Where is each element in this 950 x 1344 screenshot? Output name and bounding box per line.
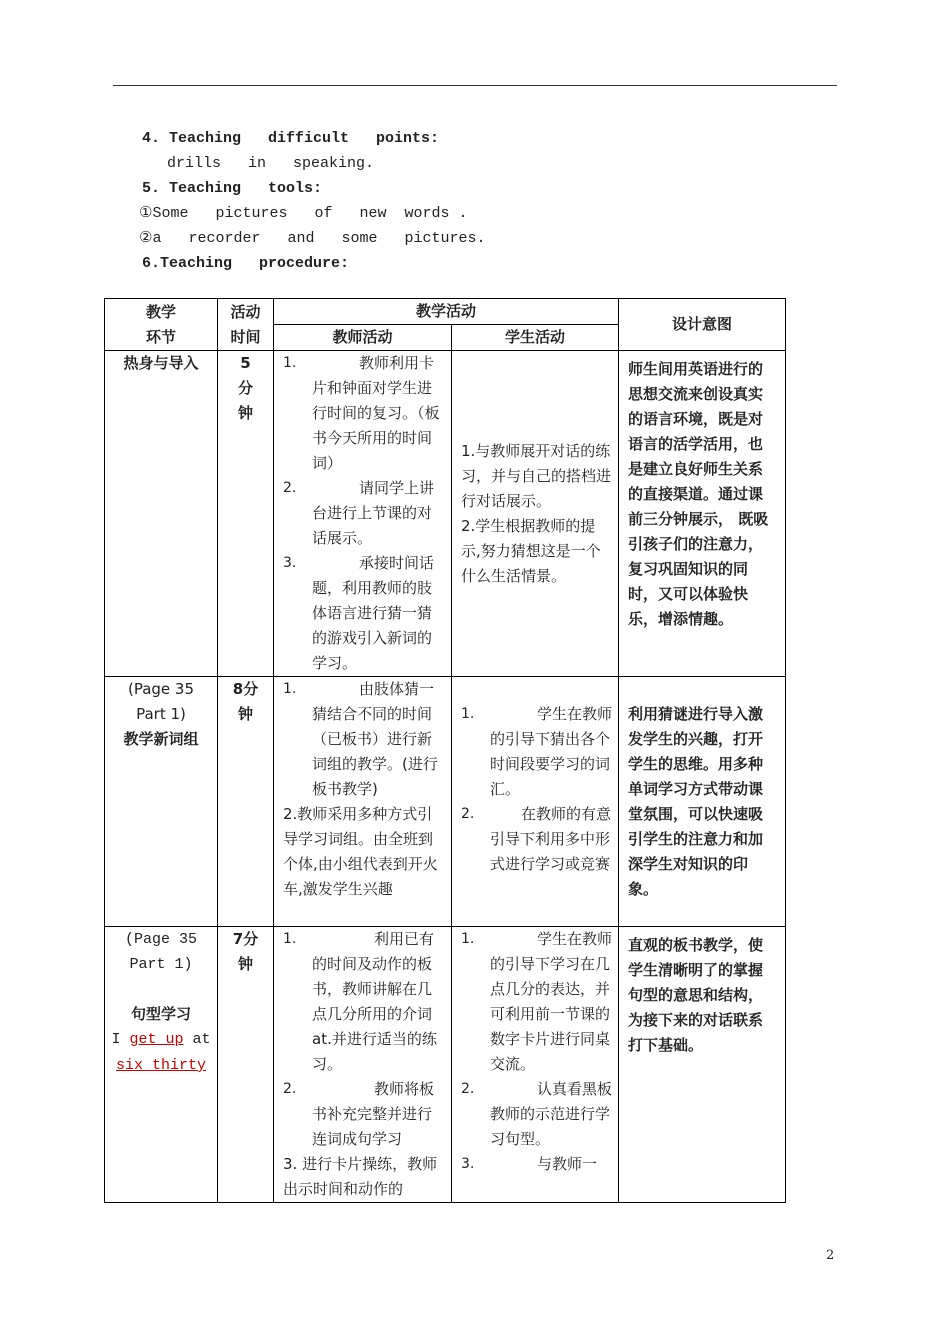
header-stage: 教学 环节 xyxy=(105,299,218,351)
stage-cell: 热身与导入 xyxy=(105,351,218,677)
stage-cell: (Page 35 Part 1) 教学新词组 xyxy=(105,677,218,927)
table-row xyxy=(105,927,786,1203)
header-design: 设计意图 xyxy=(619,299,786,351)
header-teacher: 教师活动 xyxy=(274,325,452,351)
tools-item-1: ①Some pictures of new words . xyxy=(139,205,468,222)
student-cell xyxy=(452,677,619,927)
highlight-time: six thirty xyxy=(115,1057,206,1074)
procedure-table xyxy=(104,298,786,1203)
tools-item-2: ②a recorder and some pictures. xyxy=(139,230,486,247)
time-cell: 8分 钟 xyxy=(218,677,274,927)
design-cell: 直观的板书教学，使学生清晰明了的掌握句型的意思和结构，为接下来的对话联系打下基础。 xyxy=(619,927,786,1203)
time-cell: 5 分 钟 xyxy=(218,351,274,677)
teacher-cell xyxy=(274,677,452,927)
stage-cell: (Page 35 Part 1) 句型学习 I get up at six thirty xyxy=(105,927,218,1203)
header-activities: 教学活动 xyxy=(274,299,619,325)
teacher-cell xyxy=(274,351,452,677)
design-cell: 利用猜谜进行导入激发学生的兴趣，打开学生的思维。用多种单词学习方式带动课堂氛围，可以快速吸引学生的注意力和加深学生对知识的印象。 xyxy=(619,677,786,927)
time-cell: 7分 钟 xyxy=(218,927,274,1203)
list-item: 2. 教师将板书补充完整并进行连词成句学习 xyxy=(283,1080,435,1148)
list-item: 2. 认真看黑板教师的示范进行学习句型。 xyxy=(461,1080,613,1148)
design-cell: 师生间用英语进行的思想交流来创设真实的语言环境，既是对语言的活学活用，也是建立良好师生关系的直接渠道。通过课前三分钟展示， 既吸引孩子们的注意力，复习巩固知识的同时，又可以体验快乐，增添情趣。 xyxy=(619,351,786,677)
student-cell: 1.与教师展开对话的练习，并与自己的搭档进行对话展示。 2.学生根据教师的提示,努力猜想这是一个什么生活情景。 xyxy=(452,351,619,677)
header-rule xyxy=(113,85,837,86)
header-time: 活动 时间 xyxy=(218,299,274,351)
tools-heading: 5. Teaching tools: xyxy=(142,180,323,197)
list-item: 1. 学生在教师的引导下猜出各个时间段要学习的词汇。 xyxy=(461,705,613,798)
list-item: 3. 承接时间话题，利用教师的肢体语言进行猜一猜的游戏引入新词的学习。 xyxy=(283,554,435,672)
list-item: 2. 在教师的有意引导下利用多中形式进行学习或竞赛 xyxy=(461,805,612,873)
intro-section xyxy=(139,126,486,276)
page-number: 2 xyxy=(826,1248,835,1263)
table-row xyxy=(105,677,786,927)
list-item: 3. 与教师一 xyxy=(461,1155,598,1173)
header-student: 学生活动 xyxy=(452,325,619,351)
list-item: 2.教师采用多种方式引导学习词组。由全班到个体,由小组代表到开火车,激发学生兴趣 xyxy=(283,805,438,898)
difficult-points-heading: 4. Teaching difficult points: xyxy=(142,130,440,147)
list-item: 3. 进行卡片操练，教师出示时间和动作的 xyxy=(283,1155,438,1198)
list-item: 1. 教师利用卡片和钟面对学生进行时间的复习。（板书今天所用的时间词） xyxy=(283,354,440,472)
teacher-cell xyxy=(274,927,452,1203)
list-item: 1. 学生在教师的引导下学习在几点几分的表达，并可利用前一节课的数字卡片进行同桌交流。 xyxy=(461,930,613,1073)
procedure-heading: 6.Teaching procedure: xyxy=(142,255,350,272)
highlight-phrase: get up xyxy=(129,1031,184,1048)
list-item: 2. 请同学上讲台进行上节课的对话展示。 xyxy=(283,479,435,547)
list-item: 1. 由肢体猜一猜结合不同的时间（已板书）进行新词组的教学。(进行板书教学) xyxy=(283,680,438,798)
list-item: 1. 利用已有的时间及动作的板书，教师讲解在几点几分所用的介词at.并进行适当的练习。 xyxy=(283,930,437,1073)
difficult-points-text: drills in speaking. xyxy=(167,155,375,172)
student-cell xyxy=(452,927,619,1203)
table-row xyxy=(105,351,786,677)
